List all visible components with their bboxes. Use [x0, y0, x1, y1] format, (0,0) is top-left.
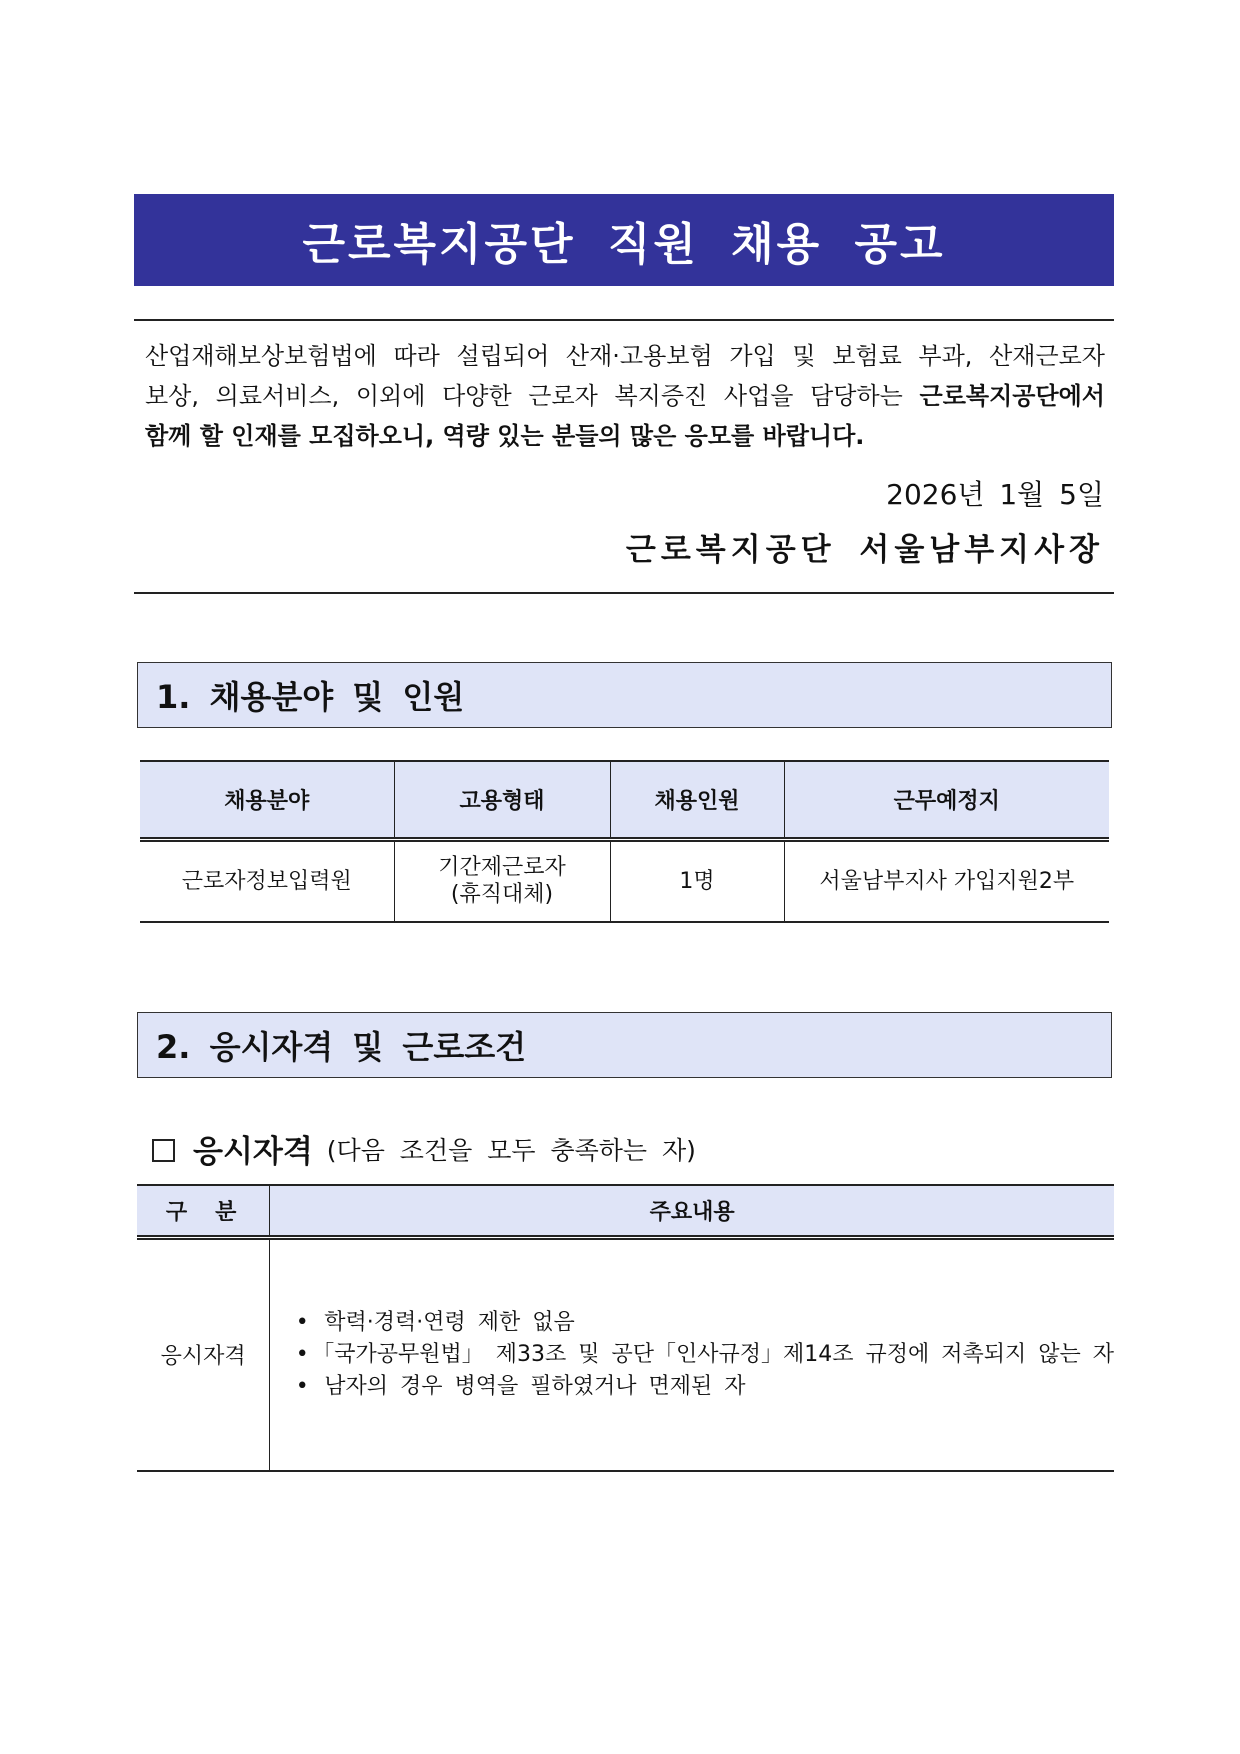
- header-headcount: 채용인원: [610, 761, 784, 839]
- intro-line-2-bold: 근로복지공단에서: [919, 382, 1105, 410]
- list-item-text: 학력·경력·연령 제한 없음: [324, 1309, 575, 1335]
- checkbox-icon: [152, 1139, 175, 1162]
- list-item: [292, 1307, 1114, 1339]
- intro-line-2-text: 보상, 의료서비스, 이외에 다양한 근로자 복지증진 사업을 담당하는: [145, 382, 920, 410]
- cell-employment-type: [394, 839, 610, 922]
- announcement-signer: 근로복지공단 서울남부지사장: [625, 532, 1104, 568]
- eligibility-table: [137, 1184, 1114, 1472]
- eligibility-subheading-label: 응시자격: [193, 1134, 313, 1170]
- recruitment-table: [140, 760, 1109, 923]
- intro-bottom-divider: [134, 592, 1114, 594]
- header-field: 채용분야: [140, 761, 394, 839]
- intro-line-2: [145, 376, 1105, 416]
- employment-type-line-1: 기간제근로자: [438, 855, 566, 881]
- cell-main-content: [270, 1237, 1114, 1471]
- intro-line-1: 산업재해보상보험법에 따라 설립되어 산재·고용보험 가입 및 보험료 부과, 산재근로자: [145, 342, 1105, 370]
- employment-type-line-2: (휴직대체): [450, 882, 554, 908]
- cell-headcount: 1명: [610, 839, 784, 922]
- intro-line-3: 함께 할 인재를 모집하오니, 역량 있는 분들의 많은 응모를 바랍니다.: [145, 422, 865, 450]
- cell-category: 응시자격: [137, 1237, 270, 1471]
- section-2-heading: 2. 응시자격 및 근로조건: [137, 1012, 1112, 1078]
- eligibility-list: [292, 1307, 1114, 1403]
- intro-paragraph: [145, 336, 1105, 456]
- cell-field: 근로자정보입력원: [140, 839, 394, 922]
- table-row: [140, 839, 1109, 922]
- bullet-icon: •: [295, 1373, 309, 1399]
- section-1-heading: 1. 채용분야 및 인원: [137, 662, 1112, 728]
- header-employment-type: 고용형태: [394, 761, 610, 839]
- table-row: [137, 1237, 1114, 1471]
- header-category: 구분: [137, 1185, 270, 1237]
- header-main-content: 주요내용: [270, 1185, 1114, 1237]
- intro-top-divider: [134, 319, 1114, 321]
- header-work-location: 근무예정지: [784, 761, 1109, 839]
- page-title: 근로복지공단 직원 채용 공고: [134, 194, 1114, 286]
- cell-work-location: 서울남부지사 가입지원2부: [819, 868, 1075, 894]
- list-item-text: 「국가공무원법」 제33조 및 공단「인사규정」제14조 규정에 저촉되지 않는 자: [312, 1341, 1114, 1367]
- eligibility-subheading: [152, 1126, 696, 1171]
- list-item-text: 남자의 경우 병역을 필하였거나 면제된 자: [324, 1373, 746, 1399]
- announcement-date: 2026년 1월 5일: [886, 478, 1104, 511]
- eligibility-table-header-row: [137, 1185, 1114, 1237]
- eligibility-subheading-note: (다음 조건을 모두 충족하는 자): [326, 1135, 696, 1165]
- list-item: [292, 1339, 1114, 1371]
- bullet-icon: •: [295, 1341, 309, 1367]
- bullet-icon: •: [295, 1309, 309, 1335]
- list-item: [292, 1371, 1114, 1403]
- recruitment-table-header-row: [140, 761, 1109, 839]
